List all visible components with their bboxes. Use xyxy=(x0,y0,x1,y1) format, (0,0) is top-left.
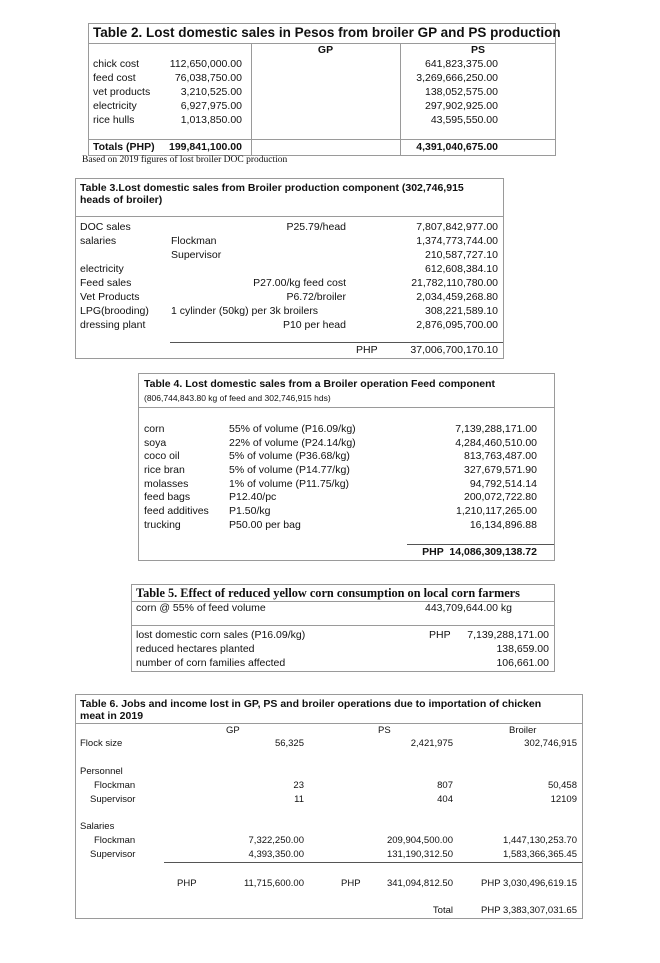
table-2-title: Table 2. Lost domestic sales in Pesos from broiler GP and PS production xyxy=(93,25,561,40)
total-value: 37,006,700,170.10 xyxy=(410,344,498,356)
row-value: 21,782,110,780.00 xyxy=(411,277,498,289)
row-label: dressing plant xyxy=(80,319,146,331)
row-value: 210,587,727.10 xyxy=(425,249,498,261)
row-value: 7,139,288,171.00 xyxy=(467,629,549,641)
row-value: 2,876,095,700.00 xyxy=(416,319,498,331)
ps-currency: PHP xyxy=(341,878,361,889)
ps-subtotal: 341,094,812.50 xyxy=(386,878,453,889)
table-6-title-line2: meat in 2019 xyxy=(80,710,144,722)
total-value: PHP 3,383,307,031.65 xyxy=(481,905,577,916)
gp-value: 56,325 xyxy=(274,738,304,749)
table-3 xyxy=(75,178,504,359)
row-label: LPG(brooding) xyxy=(80,305,149,317)
ps-value: 404 xyxy=(437,794,453,805)
gp-currency: PHP xyxy=(177,878,197,889)
table-5 xyxy=(131,584,555,672)
table-4-subtitle: (806,744,843.80 kg of feed and 302,746,915 hds) xyxy=(144,393,331,403)
row-label: rice hulls xyxy=(93,114,135,126)
col-header-ps: PS xyxy=(470,44,485,56)
row-label: Supervisor xyxy=(90,849,136,860)
row-label: Vet Products xyxy=(80,291,140,303)
ps-value: 807 xyxy=(437,780,453,791)
table-2-footnote: Based on 2019 figures of lost broiler DOC production xyxy=(82,155,288,165)
table-6 xyxy=(75,694,583,919)
row-label: Flockman xyxy=(94,835,136,846)
ps-value: 138,052,575.00 xyxy=(425,86,498,98)
row-rate: P25.79/head xyxy=(286,221,346,233)
row-label: number of corn families affected xyxy=(136,657,286,669)
row-desc: 1% of volume (P11.75/kg) xyxy=(229,478,350,490)
table-4 xyxy=(138,373,555,561)
row-label: DOC sales xyxy=(80,221,131,233)
col-header-gp: GP xyxy=(226,725,240,736)
total-currency: PHP xyxy=(356,344,378,356)
row-label: salaries xyxy=(80,235,117,247)
row-value: 94,792,514.14 xyxy=(469,478,537,490)
row-label: feed cost xyxy=(93,72,136,84)
row-currency: PHP xyxy=(429,629,451,641)
gp-value: 4,393,350.00 xyxy=(248,849,304,860)
ps-value: 3,269,666,250.00 xyxy=(416,72,498,84)
row-desc: 5% of volume (P36.68/kg) xyxy=(229,450,350,462)
row-value: 106,661.00 xyxy=(496,657,549,669)
row-label: lost domestic corn sales (P16.09/kg) xyxy=(136,629,306,641)
row-label: chick cost xyxy=(93,58,140,70)
gp-value: 6,927,975.00 xyxy=(180,100,242,112)
corn-volume-value: 443,709,644.00 kg xyxy=(425,602,512,614)
row-label: rice bran xyxy=(144,464,185,476)
row-label: trucking xyxy=(144,519,181,531)
table-6-title-line1: Table 6. Jobs and income lost in GP, PS and broiler operations due to importation of chicken xyxy=(80,698,542,710)
table-3-title-line1: Table 3.Lost domestic sales from Broiler production component (302,746,915 xyxy=(80,182,464,194)
row-desc: 5% of volume (P14.77/kg) xyxy=(229,464,350,476)
gp-value: 112,650,000.00 xyxy=(169,58,242,70)
row-label: soya xyxy=(144,437,167,449)
row-value: 200,072,722.80 xyxy=(464,491,537,503)
broiler-subtotal: PHP 3,030,496,619.15 xyxy=(481,878,577,889)
total-label: Total xyxy=(432,905,453,916)
row-value: 327,679,571.90 xyxy=(464,464,537,476)
gp-value: 3,210,525.00 xyxy=(180,86,242,98)
row-rate: P27.00/kg feed cost xyxy=(253,277,346,289)
gp-value: 1,013,850.00 xyxy=(180,114,242,126)
gp-value: 23 xyxy=(293,780,304,791)
row-label: feed additives xyxy=(144,505,209,517)
personnel-label: Personnel xyxy=(80,766,123,777)
row-value: 308,221,589.10 xyxy=(425,305,498,317)
row-value: 2,034,459,268.80 xyxy=(416,291,498,303)
table-5-title: Table 5. Effect of reduced yellow corn consumption on local corn farmers xyxy=(136,586,520,600)
totals-gp: 199,841,100.00 xyxy=(169,141,242,153)
table-4-total: PHP 14,086,309,138.72 xyxy=(422,546,537,558)
row-label: electricity xyxy=(93,100,137,112)
row-value: 1,210,117,265.00 xyxy=(456,505,537,517)
col-header-gp: GP xyxy=(317,44,334,56)
ps-value: 641,823,375.00 xyxy=(425,58,498,70)
broiler-value: 1,447,130,253.70 xyxy=(503,835,577,846)
salaries-label: Salaries xyxy=(80,821,115,832)
ps-value: 2,421,975 xyxy=(410,738,453,749)
gp-value: 11 xyxy=(294,794,304,805)
row-rate: P10 per head xyxy=(282,319,346,331)
col-header-ps: PS xyxy=(378,725,391,736)
row-label: Supervisor xyxy=(90,794,136,805)
broiler-value: 12109 xyxy=(550,794,577,805)
row-value: 16,134,896.88 xyxy=(469,519,537,531)
row-label: reduced hectares planted xyxy=(136,643,255,655)
row-label: Flock size xyxy=(80,738,123,749)
row-desc: 22% of volume (P24.14/kg) xyxy=(229,437,356,449)
ps-value: 131,190,312.50 xyxy=(386,849,453,860)
corn-volume-label: corn @ 55% of feed volume xyxy=(136,602,266,614)
row-value: 813,763,487.00 xyxy=(464,450,537,462)
table-4-title: Table 4. Lost domestic sales from a Broiler operation Feed component xyxy=(144,378,496,390)
row-desc: P1.50/kg xyxy=(229,505,271,517)
totals-ps: 4,391,040,675.00 xyxy=(416,141,498,153)
ps-value: 297,902,925.00 xyxy=(425,100,498,112)
row-label: coco oil xyxy=(144,450,180,462)
totals-label: Totals (PHP) xyxy=(93,141,155,153)
broiler-value: 1,583,366,365.45 xyxy=(503,849,577,860)
row-label: vet products xyxy=(93,86,151,98)
col-header-broiler: Broiler xyxy=(509,725,537,736)
row-desc: 55% of volume (P16.09/kg) xyxy=(229,423,356,435)
ps-value: 43,595,550.00 xyxy=(430,114,498,126)
row-rate: P6.72/broiler xyxy=(286,291,346,303)
gp-value: 76,038,750.00 xyxy=(174,72,242,84)
broiler-value: 302,746,915 xyxy=(524,738,577,749)
row-sub: 1 cylinder (50kg) per 3k broilers xyxy=(171,305,319,317)
row-value: 612,608,384.10 xyxy=(425,263,498,275)
row-value: 7,139,288,171.00 xyxy=(455,423,537,435)
row-desc: P12.40/pc xyxy=(229,491,277,503)
ps-value: 209,904,500.00 xyxy=(386,835,453,846)
broiler-value: 50,458 xyxy=(547,780,577,791)
table-3-title-line2: heads of broiler) xyxy=(80,194,163,206)
row-label: Feed sales xyxy=(80,277,132,289)
gp-subtotal: 11,715,600.00 xyxy=(243,878,304,889)
row-label: molasses xyxy=(144,478,189,490)
gp-value: 7,322,250.00 xyxy=(248,835,304,846)
row-sub: Flockman xyxy=(171,235,217,247)
row-label: feed bags xyxy=(144,491,191,503)
row-value: 1,374,773,744.00 xyxy=(416,235,498,247)
row-value: 7,807,842,977.00 xyxy=(416,221,498,233)
row-value: 4,284,460,510.00 xyxy=(455,437,537,449)
row-sub: Supervisor xyxy=(171,249,222,261)
row-label: electricity xyxy=(80,263,124,275)
row-label: Flockman xyxy=(94,780,136,791)
row-desc: P50.00 per bag xyxy=(229,519,301,531)
table-2 xyxy=(88,23,561,156)
row-label: corn xyxy=(144,423,165,435)
row-value: 138,659.00 xyxy=(496,643,549,655)
